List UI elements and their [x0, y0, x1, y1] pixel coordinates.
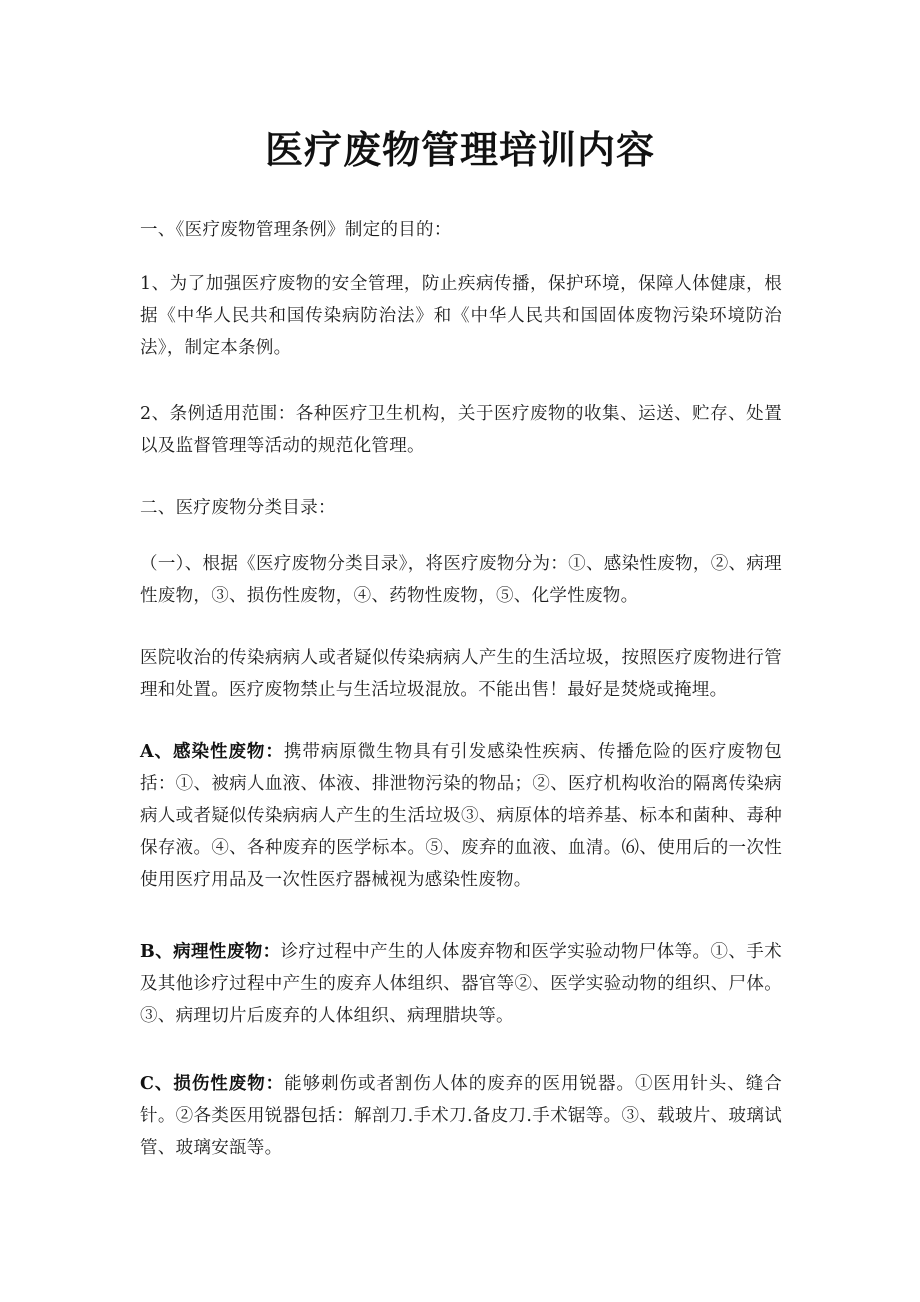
paragraph-text: 2、条例适用范围：各种医疗卫生机构，关于医疗废物的收集、运送、贮存、处置以及监督管理等活动的规范化管理。 [140, 404, 782, 456]
paragraph-text: 一、《医疗废物管理条例》制定的目的： [140, 220, 452, 240]
page-title: 医疗废物管理培训内容 [264, 127, 655, 172]
paragraph-text: 1、为了加强医疗废物的安全管理，防止疾病传播，保护环境，保障人体健康，根据《中华人民共和国传染病防治法》和《中华人民共和国固体废物污染环境防治法》，制定本条例。 [140, 274, 782, 358]
section-heading-classification [140, 492, 782, 524]
paragraph-lead: A、感染性废物： [140, 742, 284, 762]
paragraph-lead: C、损伤性废物： [140, 1074, 285, 1094]
section-heading-purpose [140, 214, 782, 246]
paragraph-text: 携带病原微生物具有引发感染性疾病、传播危险的医疗废物包括：①、被病人血液、体液、排泄物污染的物品；②、医疗机构收治的隔离传染病病人或者疑似传染病病人产生的生活垃圾③、病原体的培养基、标本和菌种、毒种保存液。④、各种废弃的医学标本。⑤、废弃的血液、血清。⑹、使用后的一次性使用医疗用品及一次性医疗器械视为感染性废物。 [140, 742, 782, 890]
paragraph-text: 二、医疗废物分类目录： [140, 498, 336, 518]
paragraph-text: 能够刺伤或者割伤人体的废弃的医用锐器。①医用针头、缝合针。②各类医用锐器包括：解剖刀.手术刀.备皮刀.手术锯等。③、载玻片、玻璃试管、玻璃安瓿等。 [140, 1074, 782, 1158]
paragraph-text: 医院收治的传染病病人或者疑似传染病病人产生的生活垃圾，按照医疗废物进行管理和处置。医疗废物禁止与生活垃圾混放。不能出售！最好是焚烧或掩埋。 [140, 648, 782, 700]
paragraph-text: 诊疗过程中产生的人体废弃物和医学实验动物尸体等。①、手术及其他诊疗过程中产生的废弃人体组织、器官等②、医学实验动物的组织、尸体。③、病理切片后废弃的人体组织、病理腊块等。 [140, 942, 782, 1026]
paragraph-infectious-waste [140, 736, 782, 896]
paragraph-sharps-waste [140, 1068, 782, 1164]
paragraph-text: （一）、根据《医疗废物分类目录》，将医疗废物分为：①、感染性废物，②、病理性废物，③、损伤性废物，④、药物性废物，⑤、化学性废物。 [140, 554, 782, 606]
paragraph-lead: B、病理性废物： [140, 942, 281, 962]
paragraph-hospital-waste [140, 642, 782, 706]
paragraph-scope-2 [140, 398, 782, 462]
paragraph-pathological-waste [140, 936, 782, 1032]
paragraph-classification-list [140, 548, 782, 612]
paragraph-purpose-1 [140, 268, 782, 364]
